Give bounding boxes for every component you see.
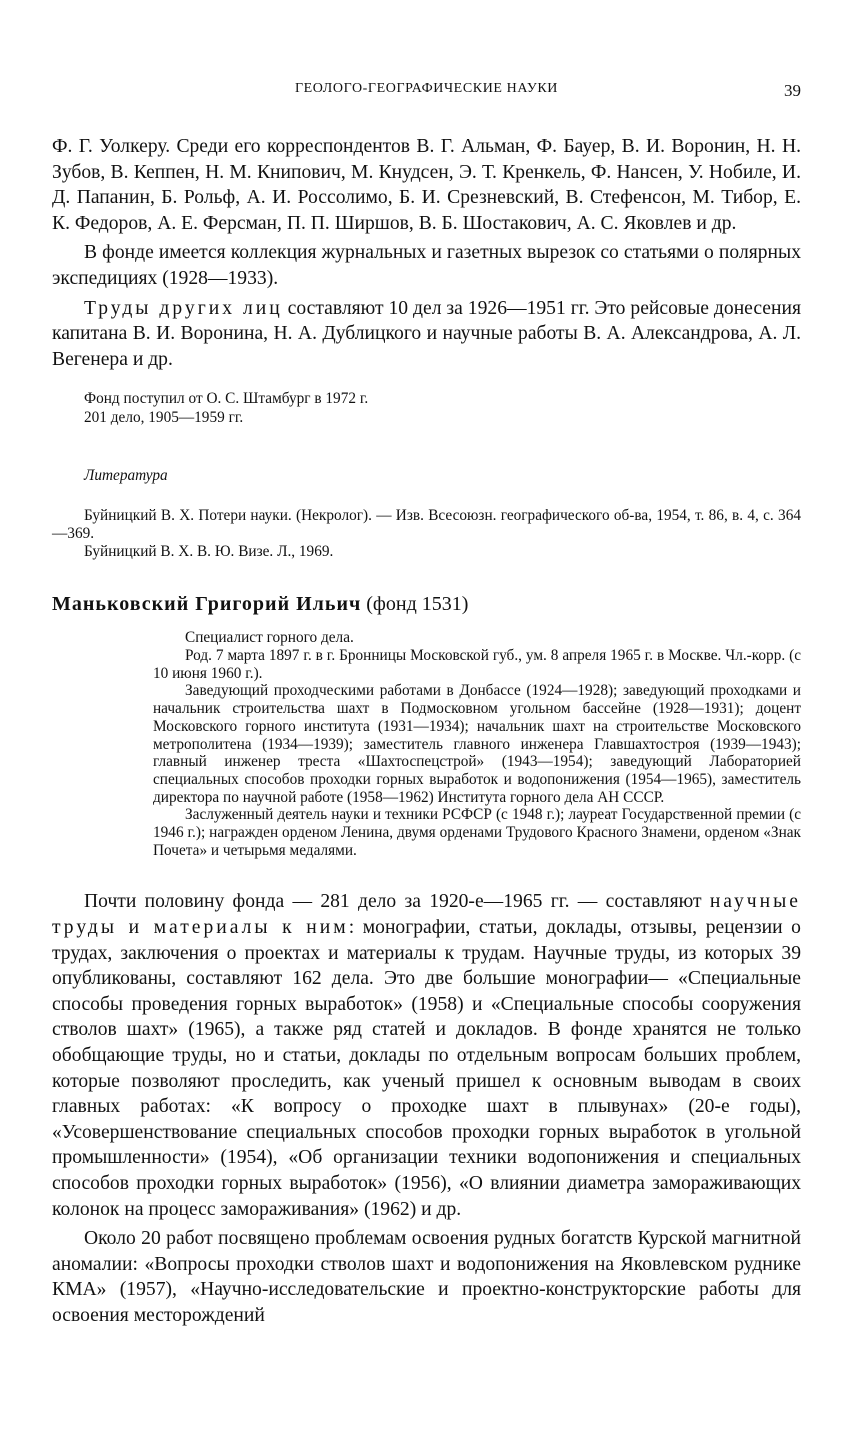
works-rest: : монографии, статьи, доклады, отзывы, рецензии о трудах, заключения о проектах и материалы к трудам. Научные труды, из которых 39 опубликованы, составляют 162 дела. Это две большие монографии— «Специальные способы проведения горных выработок» (1958) и «Специальные способы сооружения стволов шахт» (1965), а также ряд статей и докладов. В фонде хранятся не только обобщающие труды, но и статьи, доклады по отдельным вопросам больших проблем, которые позволяют проследить, как ученый пришел к основным выводам в своих главных работах: «К вопросу о проходке шахт в плывунах» (20-е годы), «Усовершенствование специальных способов проходки горных выработок в угольной промышленности» (1954), «Об организации техники водопонижения и специальных способов проходки горных выработок» (1956), «О влиянии диаметра замораживающих колонок на процесс замораживания» (1962) и др. xyxy=(52,917,801,1220)
person-heading xyxy=(52,591,801,617)
bio-career: Заведующий проходческими работами в Донбассе (1924—1928); заведующий проходками и начальник строительства шахт в Подмосковном угольном бассейне (1928—1931); доцент Московского горного института (1931—1934); начальник шахт на строительстве Московского метрополитена (1934—1939); заместитель главного инженера Главшахтостроя (1939—1943); главный инженер треста «Шахтоспецстрой» (1943—1954); заведующий Лабораторией специальных способов проходки горных выработок и водопонижения (1954—1965), заместитель директора по научной работе (1958—1962) Института горного дела АН СССР. xyxy=(153,682,801,806)
kma-paragraph: Около 20 работ посвящено проблемам освоения рудных богатств Курской магнитной аномалии: «Вопросы проходки стволов шахт и водопонижения на Яковлевском руднике КМА» (1957), «Научно-исследовательские и проектно-конструкторские работы для освоения месторождений xyxy=(52,1228,801,1326)
literature-item: Буйницкий В. Х. Потери науки. (Некролог). — Изв. Всесоюзн. географического об-ва, 1954, т. 86, в. 4, с. 364—369. xyxy=(52,507,801,543)
person-biography xyxy=(153,629,801,859)
running-head: ГЕОЛОГО-ГЕОГРАФИЧЕСКИЕ НАУКИ xyxy=(294,81,559,96)
fund-volume: 201 дело, 1905—1959 гг. xyxy=(84,408,244,426)
works-spaced: научные труды и материалы к ним xyxy=(52,891,801,939)
collection-paragraph: В фонде имеется коллекция журнальных и газетных вырезок со статьями о полярных экспедициях (1928—1933). xyxy=(52,242,801,289)
bio-specialty: Специалист горного дела. xyxy=(185,629,354,647)
literature-item: Буйницкий В. Х. В. Ю. Визе. Л., 1969. xyxy=(84,543,334,561)
fund-note xyxy=(84,390,801,427)
works-paragraph xyxy=(52,889,801,1222)
literature-heading: Литература xyxy=(84,467,168,485)
works-lead: Почти половину фонда — 281 дело за 1920-е—1965 гг. — составляют xyxy=(84,891,710,913)
correspondents-paragraph: Ф. Г. Уолкеру. Среди его корреспондентов В. Г. Альман, Ф. Бауер, В. И. Воронин, Н. Н. Зубов, В. Кеппен, Н. М. Книпович, М. Кнудсен, Э. Т. Кренкель, Ф. Нансен, У. Нобиле, И. Д. Папанин, Б. Рольф, А. И. Россолимо, Б. И. Срезневский, В. Стефенсон, М. Тибор, Е. К. Федоров, А. Е. Ферсман, П. П. Ширшов, В. Б. Шостакович, А. С. Яковлев и др. xyxy=(52,136,801,234)
fund-received: Фонд поступил от О. С. Штамбург в 1972 г. xyxy=(84,390,369,408)
others-paragraph xyxy=(52,296,801,373)
bio-dates: Род. 7 марта 1897 г. в г. Бронницы Московской губ., ум. 8 апреля 1965 г. в Москве. Чл.-корр. (с 10 июня 1960 г.). xyxy=(153,647,801,682)
person-fund: (фонд 1531) xyxy=(361,593,469,616)
others-lead: Труды других лиц xyxy=(84,297,283,319)
page-header xyxy=(52,81,801,103)
bio-awards: Заслуженный деятель науки и техники РСФСР (с 1948 г.); лауреат Государственной премии (с 1946 г.); награжден орденом Ленина, двумя орденами Трудового Красного Знамени, орденом «Знак Почета» и четырьмя медалями. xyxy=(153,806,801,859)
page-number: 39 xyxy=(784,81,801,100)
page-content xyxy=(52,134,801,1329)
others-rest: составляют 10 дел за 1926—1951 гг. Это рейсовые донесения капитана В. И. Воронина, Н. А. Дублицкого и научные работы В. А. Александрова, А. Л. Вегенера и др. xyxy=(52,297,801,370)
literature-list xyxy=(52,507,801,561)
person-name: Маньковский Григорий Ильич xyxy=(52,593,362,616)
